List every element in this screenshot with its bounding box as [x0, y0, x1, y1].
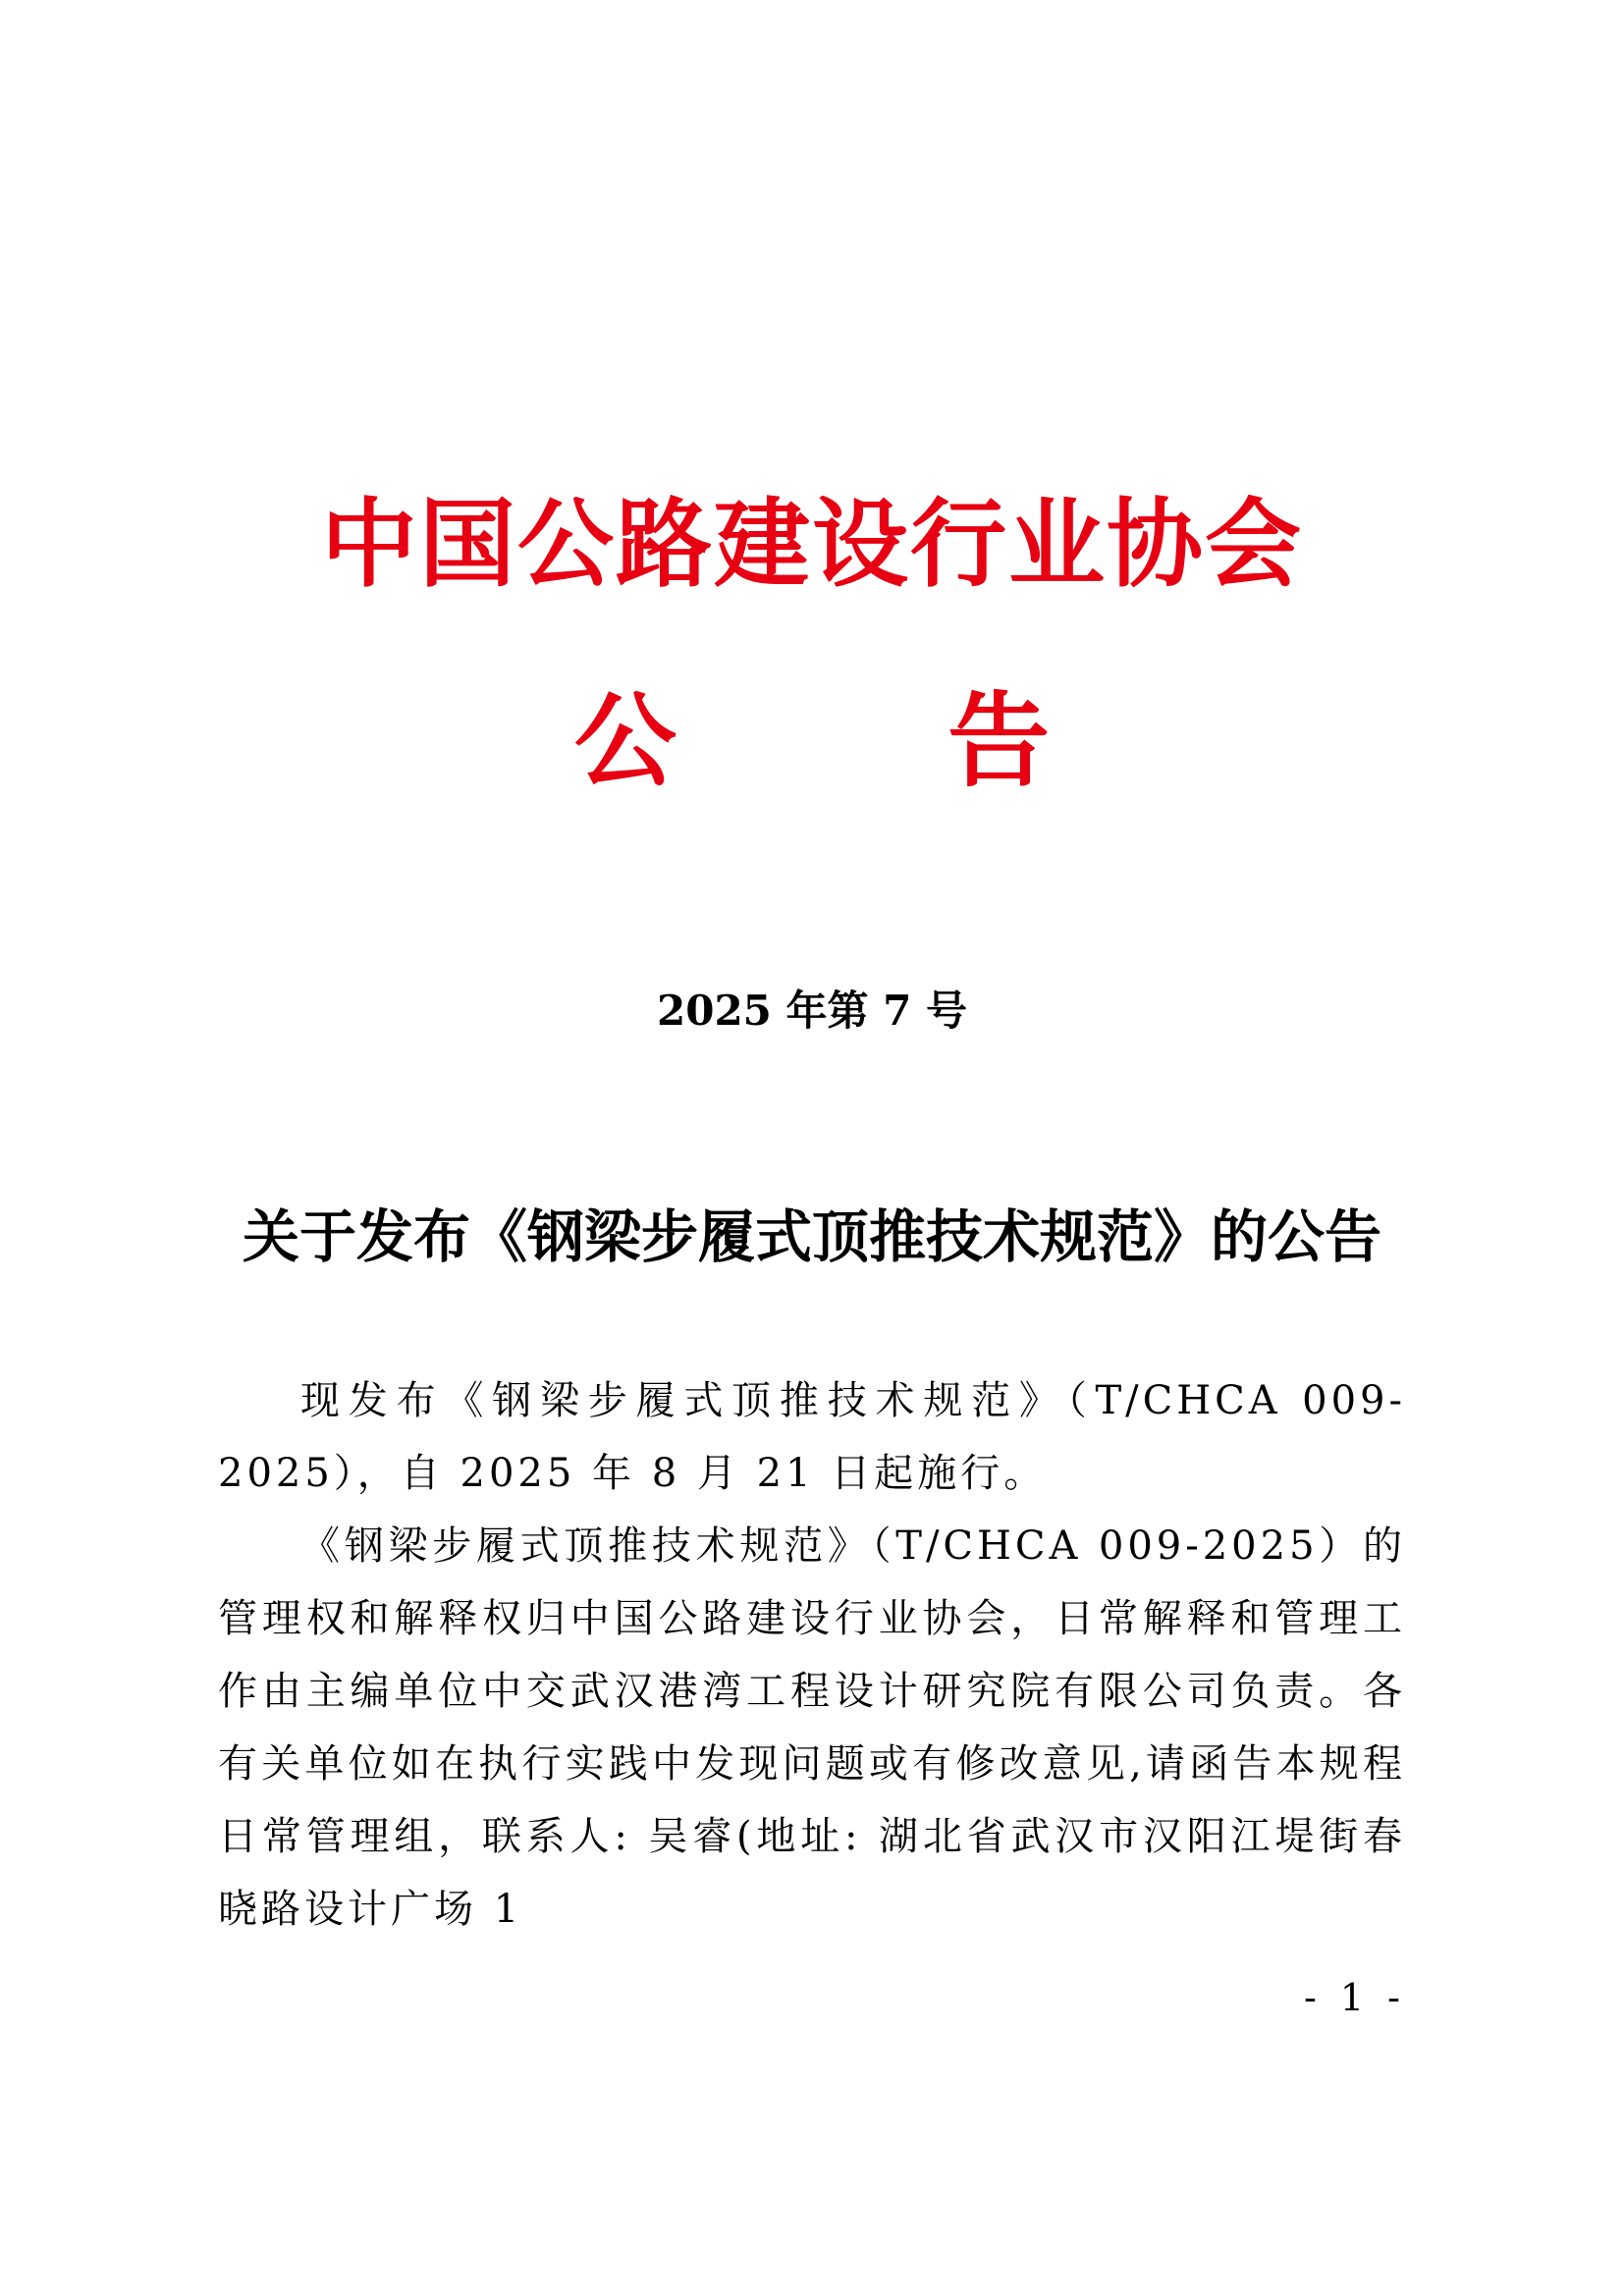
document-number: 2025 年第 7 号: [657, 987, 967, 1035]
body-paragraph-1: 现发布《钢梁步履式顶推技术规范》（T/CHCA 009-2025），自 2025 年 8 月 21 日起施行。: [218, 1378, 1406, 1496]
organization-title: 中国公路建设行业协会: [320, 489, 1303, 601]
document-type-heading: 公 告: [573, 681, 1168, 801]
page-number: - 1 -: [1303, 1976, 1406, 2019]
notice-title: 关于发布《钢梁步履式顶推技术规范》的公告: [242, 1203, 1381, 1270]
notice-body: [218, 1364, 1406, 1946]
body-paragraph-2: 《钢梁步履式顶推技术规范》（T/CHCA 009-2025）的管理权和解释权归中国公路建设行业协会，日常解释和管理工作由主编单位中交武汉港湾工程设计研究院有限公司负责。各有关单位如在执行实践中发现问题或有修改意见,请函告本规程日常管理组，联系人: 吴睿(地址: 湖北省武汉市汉阳江堤街春晓路设计广场 1: [218, 1523, 1406, 1932]
